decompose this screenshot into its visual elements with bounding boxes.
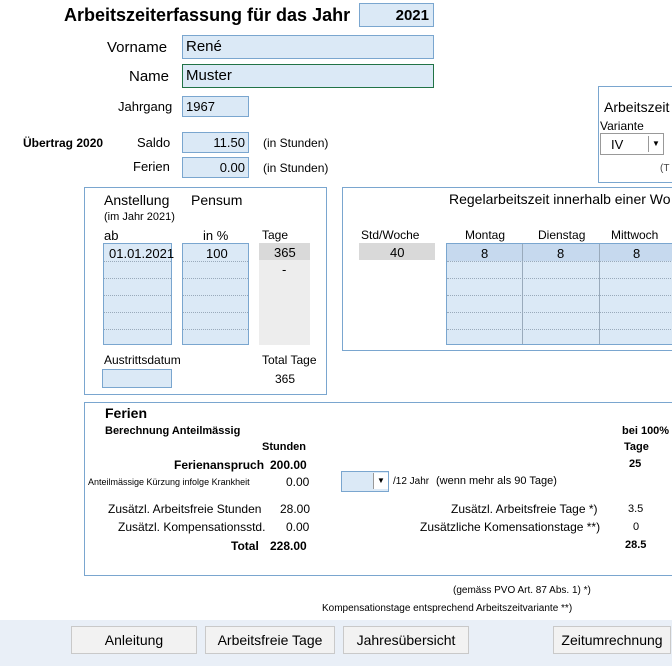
pensum-title: Pensum — [191, 192, 243, 208]
tage-column — [259, 243, 310, 345]
zus-stunden-label: Zusätzl. Arbeitsfreie Stunden — [108, 502, 262, 516]
ferien-uebertrag-label: Ferien — [133, 159, 170, 174]
col-tage-ferien: Tage — [624, 441, 649, 453]
col-std-woche: Std/Woche — [361, 228, 420, 242]
komp-tage-label: Zusätzliche Komensationstage **) — [420, 520, 601, 534]
ferienanspruch-label: Ferienanspruch — [174, 458, 265, 472]
montag-value: 8 — [481, 246, 489, 261]
jahrgang-field[interactable]: 1967 — [182, 96, 249, 117]
kuerzung-label: Anteilmässige Kürzung infolge Krankheit — [88, 477, 250, 487]
zeitumrechnung-button[interactable]: Zeitumrechnung — [553, 626, 671, 654]
anstellung-title: Anstellung — [104, 192, 170, 208]
variante-note: (T — [660, 163, 670, 174]
ferien-total-tage: 28.5 — [625, 539, 647, 551]
tage-row2: - — [282, 262, 287, 277]
col-dienstag: Dienstag — [538, 228, 586, 242]
kuerzung-suffix: /12 Jahr — [393, 476, 430, 487]
variante-label: Variante — [600, 119, 644, 133]
ab-row1: 01.01.2021 — [109, 246, 175, 261]
total-tage-label: Total Tage — [262, 353, 317, 367]
saldo-label: Saldo — [137, 135, 171, 150]
col-stunden: Stunden — [262, 441, 306, 453]
ferien-uebertrag-field[interactable]: 0.00 — [182, 157, 249, 178]
austritt-field[interactable] — [102, 369, 172, 388]
dienstag-value: 8 — [557, 246, 565, 261]
uebertrag-label: Übertrag 2020 — [23, 136, 104, 150]
komp-tage-value: 0 — [633, 521, 640, 533]
anstellung-subtitle: (im Jahr 2021) — [104, 211, 175, 223]
col-ab: ab — [104, 228, 119, 243]
ferien-title: Ferien — [105, 405, 148, 421]
total-tage-value: 365 — [275, 372, 296, 386]
kuerzung-value: 0.00 — [286, 475, 310, 489]
kuerzung-dropdown[interactable] — [341, 471, 389, 492]
saldo-field[interactable]: 11.50 — [182, 132, 249, 153]
pensum-column[interactable] — [182, 243, 249, 345]
zus-stunden-value: 28.00 — [280, 502, 311, 516]
col-pensum: in % — [203, 228, 229, 243]
arbeitszeit-title: Arbeitszeit — [604, 99, 670, 115]
col-montag: Montag — [465, 228, 506, 242]
weekday-grid[interactable] — [446, 243, 672, 345]
arbeitsfreie-tage-button[interactable]: Arbeitsfreie Tage — [205, 626, 335, 654]
komp-label: Zusätzl. Kompensationsstd. — [118, 520, 266, 534]
year-field[interactable]: 2021 — [359, 3, 434, 27]
ferienanspruch-tage: 25 — [629, 458, 642, 470]
zus-tage-value: 3.5 — [628, 503, 644, 515]
chevron-down-icon: ▼ — [648, 136, 663, 152]
vorname-label: Vorname — [107, 39, 168, 56]
jahrgang-label: Jahrgang — [118, 99, 173, 114]
ferienanspruch-value: 200.00 — [270, 458, 307, 472]
ab-column[interactable] — [103, 243, 175, 345]
saldo-unit: (in Stunden) — [263, 136, 329, 150]
col-tage: Tage — [262, 228, 289, 242]
col-mittwoch: Mittwoch — [611, 228, 659, 242]
ferien-total-value: 228.00 — [270, 539, 307, 553]
footnote-pvo: (gemäss PVO Art. 87 Abs. 1) *) — [453, 585, 591, 596]
jahresuebersicht-button[interactable]: Jahresübersicht — [343, 626, 469, 654]
ferien-subtitle: Berechnung Anteilmässig — [105, 425, 241, 437]
vorname-field[interactable]: René — [182, 35, 434, 59]
page-title: Arbeitszeiterfassung für das Jahr — [64, 5, 351, 25]
zus-tage-label: Zusätzl. Arbeitsfreie Tage *) — [451, 502, 598, 516]
kuerzung-note: (wenn mehr als 90 Tage) — [436, 475, 557, 487]
tage-row1: 365 — [274, 245, 296, 260]
std-woche-cell: 40 — [359, 243, 435, 260]
ferien-uebertrag-unit: (in Stunden) — [263, 161, 329, 175]
regel-title: Regelarbeitszeit innerhalb einer Wo — [449, 191, 671, 207]
austritt-label: Austrittsdatum — [104, 353, 181, 367]
variante-dropdown[interactable]: IV ▼ — [600, 133, 664, 155]
name-label: Name — [129, 68, 170, 85]
name-field[interactable]: Muster — [182, 64, 434, 88]
chevron-down-icon: ▼ — [373, 473, 388, 489]
anleitung-button[interactable]: Anleitung — [71, 626, 197, 654]
footnote-kompensation: Kompensationstage entsprechend Arbeitszeitvariante **) — [322, 603, 573, 614]
ferien-total-label: Total — [231, 539, 259, 553]
komp-value: 0.00 — [286, 520, 310, 534]
mittwoch-value: 8 — [633, 246, 641, 261]
pensum-row1: 100 — [206, 246, 228, 261]
bei-100-title: bei 100% — [622, 425, 670, 437]
